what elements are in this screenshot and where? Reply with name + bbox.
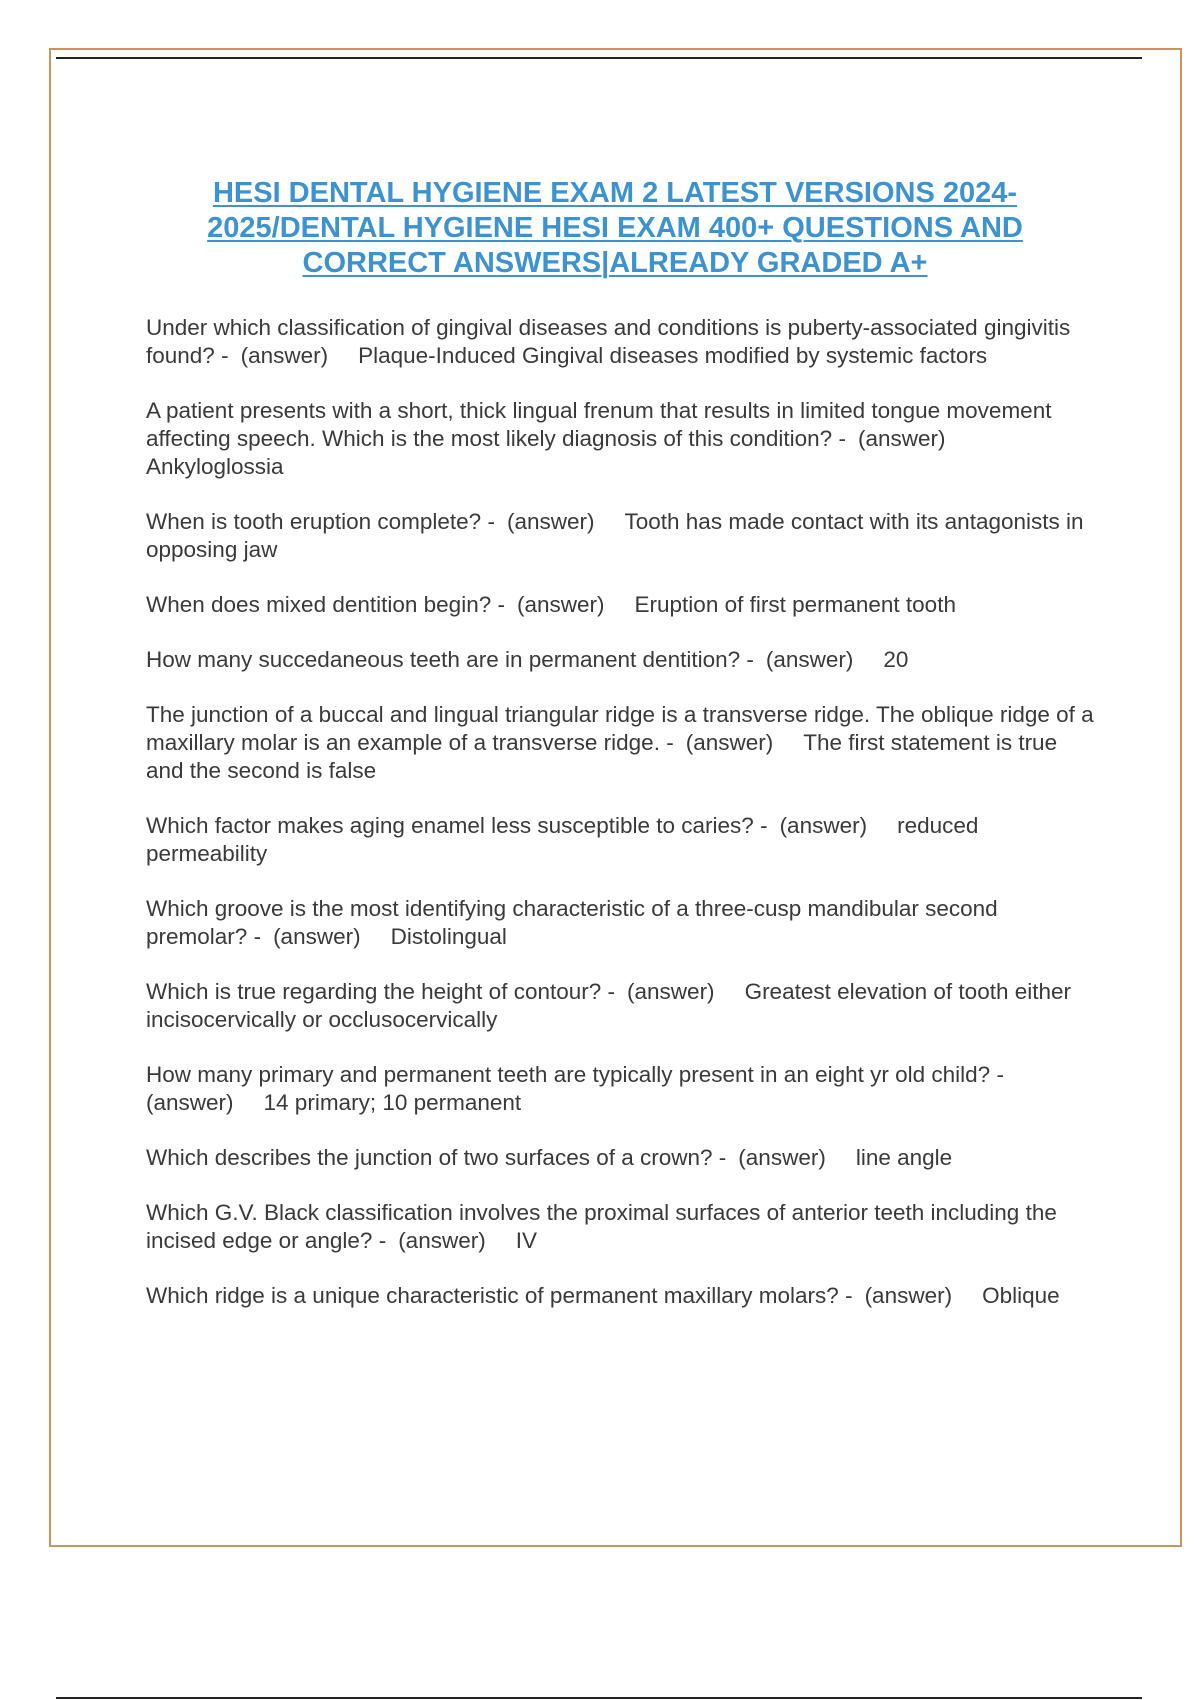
answer-text: Plaque-Induced Gingival diseases modified by systemic factors xyxy=(358,343,988,368)
answer-marker: (answer) xyxy=(506,509,595,534)
answer-marker: (answer) xyxy=(738,1145,826,1170)
question-text: A patient presents with a short, thick lingual frenum that results in limited tongue movement affecting speech. Which is the most likely diagnosis of this condition? xyxy=(146,398,1052,451)
qa-item xyxy=(146,646,1096,674)
question-text: Which is true regarding the height of contour? xyxy=(146,979,602,1004)
question-text: Which G.V. Black classification involves the proximal surfaces of anterior teeth including the incised edge or angle? xyxy=(146,1200,1057,1253)
answer-marker: (answer) xyxy=(765,647,854,672)
answer-marker: (answer) xyxy=(146,1090,234,1115)
separator: - xyxy=(221,343,229,368)
question-text: How many succedaneous teeth are in permanent dentition? xyxy=(146,647,741,672)
qa-item xyxy=(146,1144,1096,1172)
qa-item xyxy=(146,812,1096,868)
separator: - xyxy=(746,647,754,672)
separator: - xyxy=(487,509,495,534)
answer-marker: (answer) xyxy=(779,813,868,838)
answer-marker: (answer) xyxy=(273,924,361,949)
qa-item xyxy=(146,1061,1096,1117)
qa-item xyxy=(146,508,1096,564)
qa-item xyxy=(146,701,1096,785)
answer-text: Tooth has made contact with its antagonists in opposing jaw xyxy=(146,509,1084,562)
separator: - xyxy=(838,426,846,451)
answer-text: IV xyxy=(515,1228,537,1253)
question-text: When does mixed dentition begin? xyxy=(146,592,492,617)
answer-marker: (answer) xyxy=(864,1283,953,1308)
answer-marker: (answer) xyxy=(517,592,605,617)
separator: - xyxy=(718,1145,727,1170)
question-text: Which factor makes aging enamel less susceptible to caries? xyxy=(146,813,754,838)
answer-text: Greatest elevation of tooth either incisocervically or occlusocervically xyxy=(146,979,1072,1032)
separator: - xyxy=(253,924,262,949)
question-text: Which groove is the most identifying characteristic of a three-cusp mandibular second premolar? xyxy=(146,896,998,949)
separator: - xyxy=(845,1283,853,1308)
document-title[interactable]: HESI DENTAL HYGIENE EXAM 2 LATEST VERSIONS 2024-2025/DENTAL HYGIENE HESI EXAM 400+ QUESTIONS AND CORRECT ANSWERS|ALREADY GRADED A+ xyxy=(207,177,1023,279)
top-rule xyxy=(56,57,1142,59)
separator: - xyxy=(378,1228,387,1253)
separator: - xyxy=(497,592,505,617)
qa-item xyxy=(146,1199,1096,1255)
answer-text: reduced permeability xyxy=(146,813,979,866)
separator: - xyxy=(607,979,616,1004)
qa-item xyxy=(146,978,1096,1034)
answer-text: Eruption of first permanent tooth xyxy=(634,592,956,617)
qa-item xyxy=(146,591,1096,619)
separator: - xyxy=(996,1062,1004,1087)
bottom-rule xyxy=(56,1697,1142,1699)
answer-text: Distolingual xyxy=(390,924,507,949)
separator: - xyxy=(760,813,768,838)
question-text: Which ridge is a unique characteristic of permanent maxillary molars? xyxy=(146,1283,839,1308)
qa-item xyxy=(146,314,1096,370)
qa-item xyxy=(146,1282,1096,1310)
qa-item xyxy=(146,895,1096,951)
answer-text: 20 xyxy=(883,647,909,672)
separator: - xyxy=(666,730,674,755)
question-text: Which describes the junction of two surfaces of a crown? xyxy=(146,1145,713,1170)
answer-text: Ankyloglossia xyxy=(146,454,284,479)
answer-marker: (answer) xyxy=(685,730,774,755)
answer-text: The first statement is true and the second is false xyxy=(146,730,1058,783)
answer-marker: (answer) xyxy=(857,426,946,451)
question-text: The junction of a buccal and lingual triangular ridge is a transverse ridge. The oblique ridge of a maxillary molar is an example of a transverse ridge. xyxy=(146,702,1094,755)
answer-marker: (answer) xyxy=(240,343,329,368)
answer-marker: (answer) xyxy=(398,1228,486,1253)
answer-marker: (answer) xyxy=(627,979,715,1004)
qa-item xyxy=(146,397,1096,481)
question-text: When is tooth eruption complete? xyxy=(146,509,482,534)
answer-text: line angle xyxy=(855,1145,953,1170)
answer-text: 14 primary; 10 permanent xyxy=(263,1090,522,1115)
question-text: How many primary and permanent teeth are typically present in an eight yr old child? xyxy=(146,1062,991,1087)
question-text: Under which classification of gingival diseases and conditions is puberty-associated gingivitis found? xyxy=(146,315,1071,368)
qa-list xyxy=(146,314,1096,1337)
answer-text: Oblique xyxy=(982,1283,1060,1308)
